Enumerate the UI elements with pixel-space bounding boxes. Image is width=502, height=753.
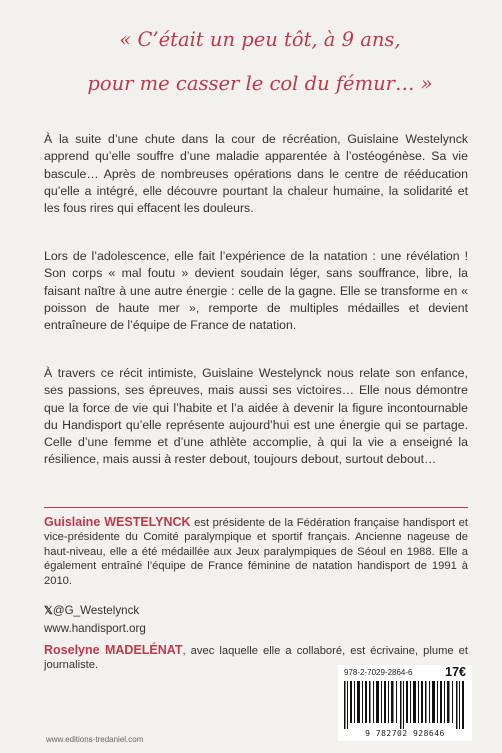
x-handle-text: @G_Westelynck (52, 604, 140, 617)
summary-paragraph-1: À la suite d’une chute dans la cour de récréation, Guislaine Westelynck apprend qu’elle souffre d’une maladie apparentée à l’ostéogénèse. Sa vie bascule… Après de nombreuses opérations dans le centre de rééducation qu’elle a intégré, elle découvre pourtant la chaleur humaine, la solidarité et les fous rires qui effacent les douleurs. (44, 132, 468, 216)
x-logo-icon: 𝕏 (44, 605, 53, 617)
author-x-handle (44, 604, 139, 617)
author-website: www.handisport.org (44, 622, 146, 635)
coauthor-name: Roselyne MADELÉNAT (44, 643, 183, 657)
author-bio-text: est présidente de la Fédération française handisport et vice-présidente du Comité paralympique et sportif français. Ancienne nageuse de haut-niveau, elle a été médaillée aux Jeux paralympiques de Séoul en 1988. Elle a également entraîné l’équipe de France féminine de natation handisport de 1991 à 2010. (44, 517, 469, 587)
quote-line-2: pour me casser le col du fémur… » (87, 72, 433, 95)
publisher-url: www.editions-tredaniel.com (46, 735, 144, 744)
summary-paragraph-2: Lors de l’adolescence, elle fait l’expérience de la natation : une révélation ! Son corps « mal foutu » devient soudain léger, sans souffrance, libre, la faisant naître à une autre énergie : celle de la gagne. Elle se transforme en « poisson de haute mer », remporte de multiples médailles et devient entraîneure de l’équipe de France de natation. (44, 249, 468, 333)
coauthor-bio-text: , avec laquelle elle a collaboré, est écrivaine, plume et journaliste. (44, 645, 468, 672)
author-name: Guislaine WESTELYNCK (44, 515, 191, 529)
section-divider (44, 507, 468, 508)
barcode-icon (344, 681, 466, 729)
barcode-digits: 9 782702 928646 (365, 729, 445, 738)
author-bio (44, 515, 468, 588)
summary-paragraph-3: À travers ce récit intimiste, Guislaine Westelynck nous relate son enfance, ses passions, ses épreuves, mais aussi ses victoires… Elle nous démontre que la force de vie qui l’habite et l’a aidée à devenir la figure incontournable du Handisport qu’elle représente aujourd’hui est une énergie qui se partage. Celle d’une femme et d’une athlète accomplie, à qui la vie a enseigné la résilience, mais aussi à rester debout, toujours debout, surtout debout… (44, 366, 468, 467)
isbn-number: 978-2-7029-2864-6 (344, 668, 413, 677)
price-label: 17€ (445, 665, 466, 679)
barcode-area (338, 665, 472, 741)
quote-line-1: « C’était un peu tôt, à 9 ans, (119, 28, 401, 51)
cover-quote (60, 18, 460, 106)
